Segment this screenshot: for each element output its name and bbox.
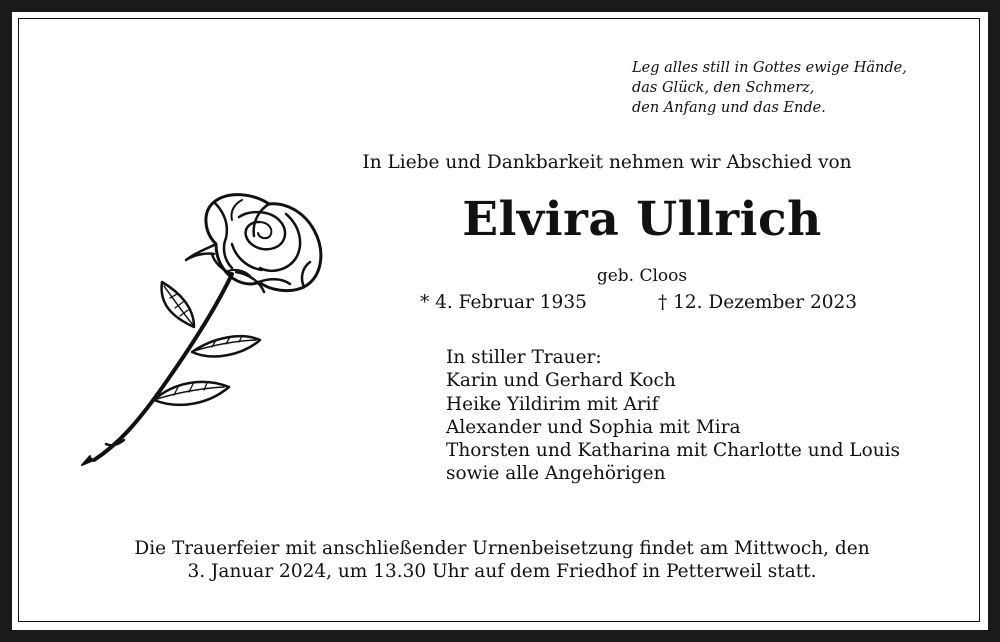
poem-line: den Anfang und das Ende.	[632, 100, 826, 116]
maiden-name: geb. Cloos	[596, 266, 688, 286]
birth-date: * 4. Februar 1935	[420, 292, 587, 313]
rose-icon	[64, 182, 344, 472]
death-date: † 12. Dezember 2023	[658, 292, 858, 313]
service-line: Die Trauerfeier mit anschließender Urnenbeisetzung findet am Mittwoch, den	[134, 538, 870, 559]
mourners-list	[446, 346, 900, 486]
poem-line: das Glück, den Schmerz,	[632, 80, 815, 96]
poem-line: Leg alles still in Gottes ewige Hände,	[632, 60, 907, 76]
mourner-line: Heike Yildirim mit Arif	[446, 393, 659, 415]
deceased-name: Elvira Ullrich	[462, 192, 822, 247]
poem	[632, 58, 952, 118]
mourner-line: Thorsten und Katharina mit Charlotte und Louis	[446, 440, 901, 462]
service-line: 3. Januar 2024, um 13.30 Uhr auf dem Friedhof in Petterweil statt.	[187, 561, 817, 582]
obituary-card	[12, 12, 988, 630]
mourner-line: sowie alle Angehörigen	[446, 463, 666, 485]
intro-text: In Liebe und Dankbarkeit nehmen wir Abschied von	[362, 152, 852, 173]
mourners-heading: In stiller Trauer:	[446, 347, 602, 368]
service-info	[72, 537, 932, 583]
mourner-line: Karin und Gerhard Koch	[446, 370, 676, 392]
mourner-line: Alexander und Sophia mit Mira	[446, 416, 741, 438]
